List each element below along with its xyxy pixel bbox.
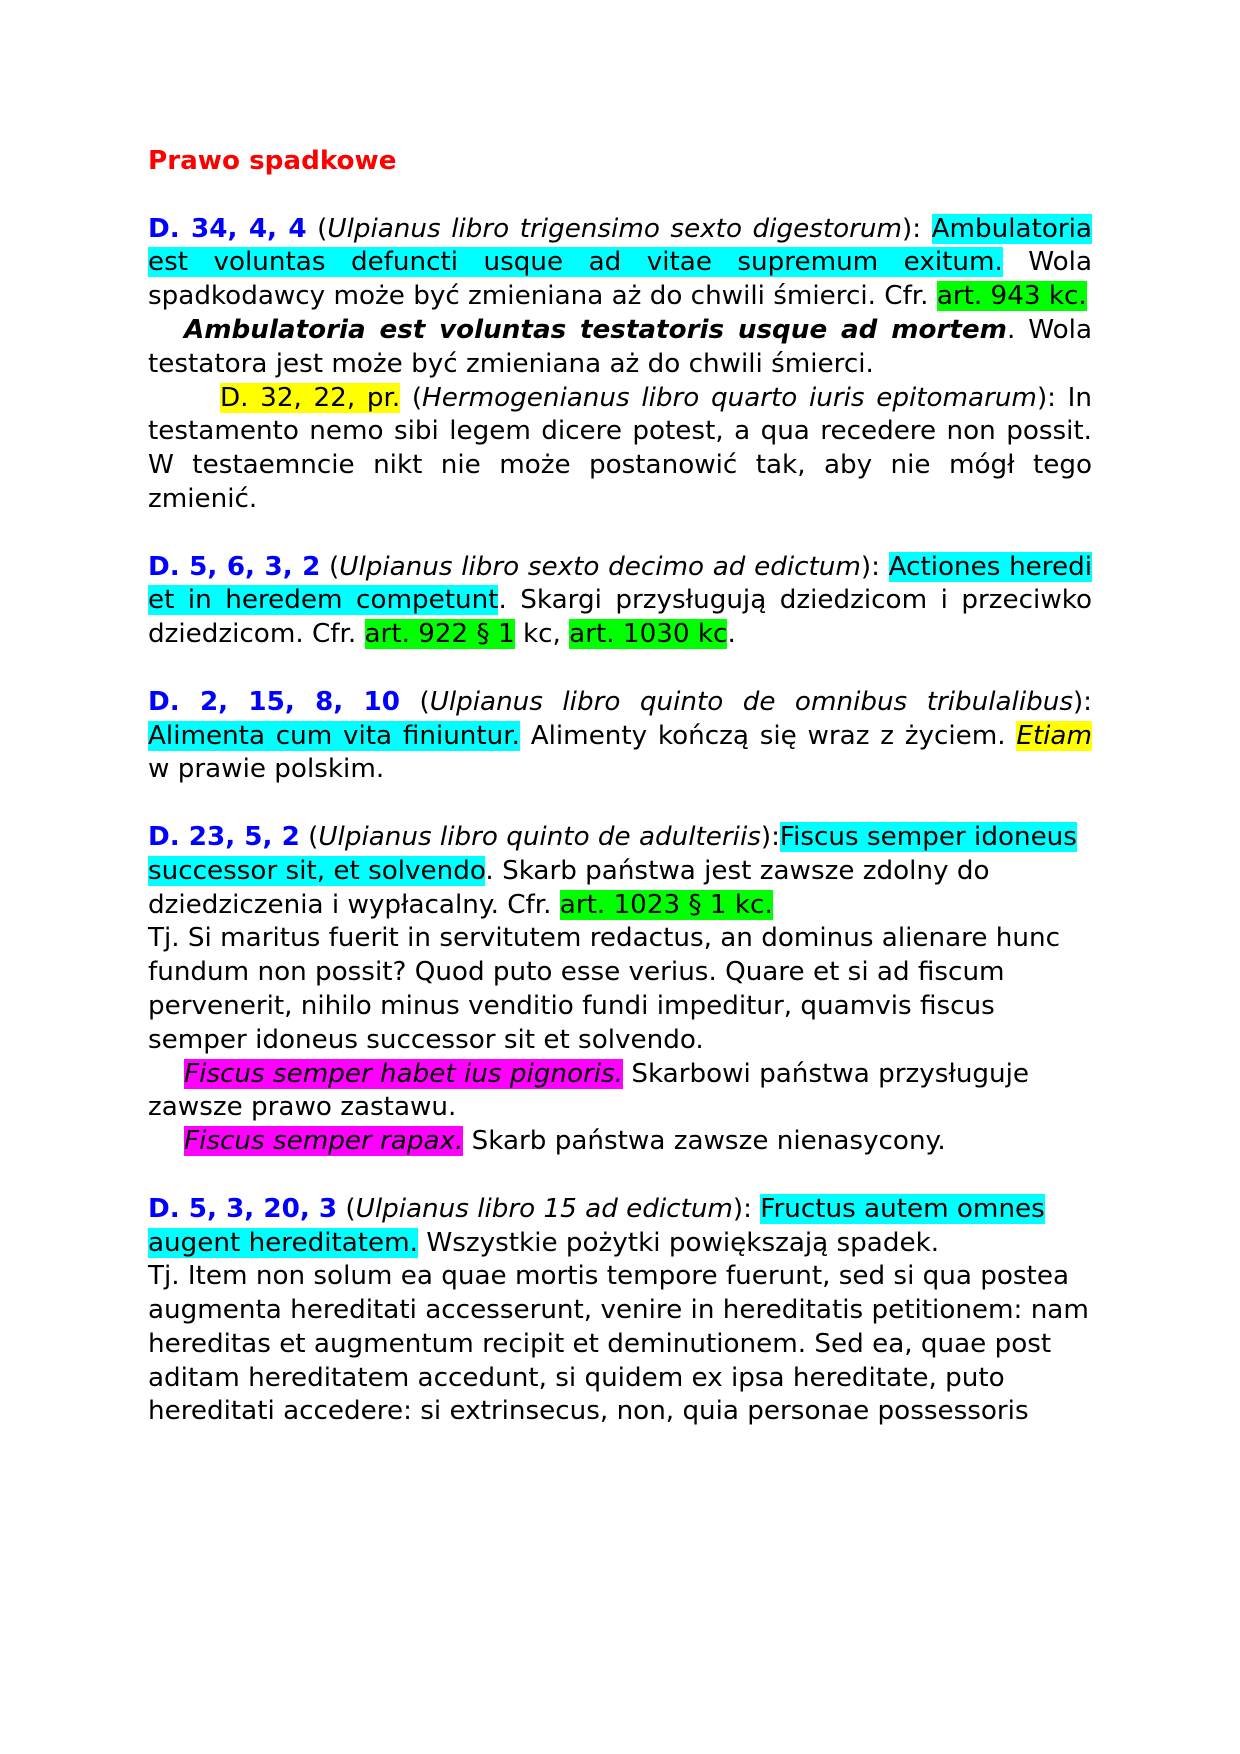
digest-reference: D. 2, 15, 8, 10: [148, 686, 400, 717]
code-article: art. 943 kc.: [936, 281, 1087, 312]
digest-reference: D. 23, 5, 2: [148, 821, 300, 852]
section-actiones: D. 5, 6, 3, 2 (Ulpianus libro sexto decimo ad edictum): Actiones heredi et in heredem competunt. Skargi przysługują dziedzicom i przeciwko dziedzicom. Cfr. art. 922 § 1 kc, art. 1030 kc.: [148, 551, 1092, 650]
document-body: [148, 145, 1092, 1429]
source-citation: Ulpianus libro quinto de omnibus tribulalibus: [429, 686, 1073, 717]
section-fiscus: D. 23, 5, 2 (Ulpianus libro quinto de adulteriis):Fiscus semper idoneus successor sit, et solvendo. Skarb państwa jest zawsze zdolny do dziedziczenia i wypłacalny. Cfr. art. 1023 § 1 kc.: [148, 821, 1077, 920]
digest-reference: D. 5, 6, 3, 2: [148, 551, 321, 582]
latin-maxim: Ambulatoria est voluntas testatoris usque ad mortem: [184, 314, 1007, 345]
latin-maxim: Fructus autem omnes augent hereditatem.: [148, 1193, 1045, 1258]
latin-maxim: Fiscus semper rapax.: [184, 1126, 464, 1157]
bullet-item: [148, 1058, 1092, 1126]
latin-maxim: Fiscus semper habet ius pignoris.: [184, 1058, 623, 1089]
digest-reference: D. 5, 3, 20, 3: [148, 1193, 338, 1224]
polish-translation: . Wola testatora jest może być zmieniana aż do chwili śmierci.: [148, 314, 1092, 379]
bullet-item: D. 32, 22, pr. (Hermogenianus libro quarto iuris epitomarum): In testamento nemo sibi legem dicere potest, a qua recedere non possit. W testaemncie nikt nie może postanowić tak, aby nie mógł tego zmienić.: [148, 382, 1092, 514]
digest-reference: D. 34, 4, 4: [148, 213, 307, 244]
polish-translation: . Skarb państwa jest zawsze zdolny do dziedziczenia i wypłacalny. Cfr.: [148, 855, 990, 920]
page-title: Prawo spadkowe: [148, 146, 397, 176]
code-article: art. 1023 § 1 kc.: [559, 889, 773, 920]
full-text-quote: Tj. Si maritus fuerit in servitutem redactus, an dominus alienare hunc fundum non possit? Quod puto esse verius. Quare et si ad fiscum pervenerit, nihilo minus venditio fundi impeditur, quamvis fiscus semper idoneus successor sit et solvendo.: [148, 923, 1060, 1055]
bullet-item: [148, 1125, 1092, 1159]
full-text-quote: Tj. Item non solum ea quae mortis tempore fuerunt, sed si qua postea augmenta hereditati accesserunt, venire in hereditatis petitionem: nam hereditas et augmentum recipit et deminutionem. Sed ea, quae post aditam hereditatem accedunt, si quidem ex ipsa hereditate, puto hereditati accedere: si extrinsecus, non, quia personae possessoris: [148, 1261, 1089, 1427]
polish-translation: Skarbowi państwa przysługuje zawsze prawo zastawu.: [148, 1058, 1030, 1123]
source-citation: Ulpianus libro quinto de adulteriis: [318, 821, 761, 852]
latin-maxim: Ambulatoria est voluntas defuncti usque ad vitae supremum exitum.: [148, 213, 1092, 278]
polish-translation: . Skargi przysługują dziedzicom i przeciwko dziedzicom. Cfr.: [148, 585, 1092, 650]
etiam-word: Etiam: [1016, 720, 1092, 751]
source-citation: Ulpianus libro trigensimo sexto digestorum: [327, 213, 902, 244]
section-ambulatoria: D. 34, 4, 4 (Ulpianus libro trigensimo sexto digestorum): Ambulatoria est voluntas defuncti usque ad vitae supremum exitum. Wola spadkodawcy może być zmieniana aż do chwili śmierci. Cfr. art. 943 kc.: [148, 213, 1093, 312]
polish-translation: Wszystkie pożytki powiększają spadek.: [418, 1227, 940, 1258]
latin-maxim: Actiones heredi et in heredem competunt: [148, 551, 1092, 616]
source-citation: Ulpianus libro 15 ad edictum: [355, 1193, 733, 1224]
section-fructus: D. 5, 3, 20, 3 (Ulpianus libro 15 ad edictum): Fructus autem omnes augent hereditatem. Wszystkie pożytki powiększają spadek.: [148, 1193, 1045, 1258]
latin-maxim: Fiscus semper idoneus successor sit, et solvendo: [148, 821, 1077, 886]
source-citation: Ulpianus libro sexto decimo ad edictum: [339, 551, 861, 582]
bullet-item: [148, 314, 1092, 382]
latin-and-translation: ): In testamento nemo sibi legem dicere potest, a qua recedere non possit. W testaemncie nikt nie może postanowić tak, aby nie mógł tego zmienić.: [148, 382, 1092, 514]
digest-reference: D. 32, 22, pr.: [220, 382, 401, 413]
polish-translation: Wola spadkodawcy może być zmieniana aż do chwili śmierci. Cfr.: [148, 247, 1093, 312]
polish-translation: Skarb państwa zawsze nienasycony.: [463, 1126, 946, 1157]
section-alimenta: D. 2, 15, 8, 10 (Ulpianus libro quinto de omnibus tribulalibus): Alimenta cum vita finiuntur. Alimenty kończą się wraz z życiem. Etiam w prawie polskim.: [148, 686, 1093, 785]
latin-maxim: Alimenta cum vita finiuntur.: [148, 720, 520, 751]
polish-translation: Alimenty kończą się wraz z życiem.: [519, 720, 1017, 751]
code-article: art. 1030 kc: [569, 619, 728, 650]
code-article: art. 922 § 1: [364, 619, 515, 650]
source-citation: Hermogenianus libro quarto iuris epitomarum: [422, 382, 1037, 413]
